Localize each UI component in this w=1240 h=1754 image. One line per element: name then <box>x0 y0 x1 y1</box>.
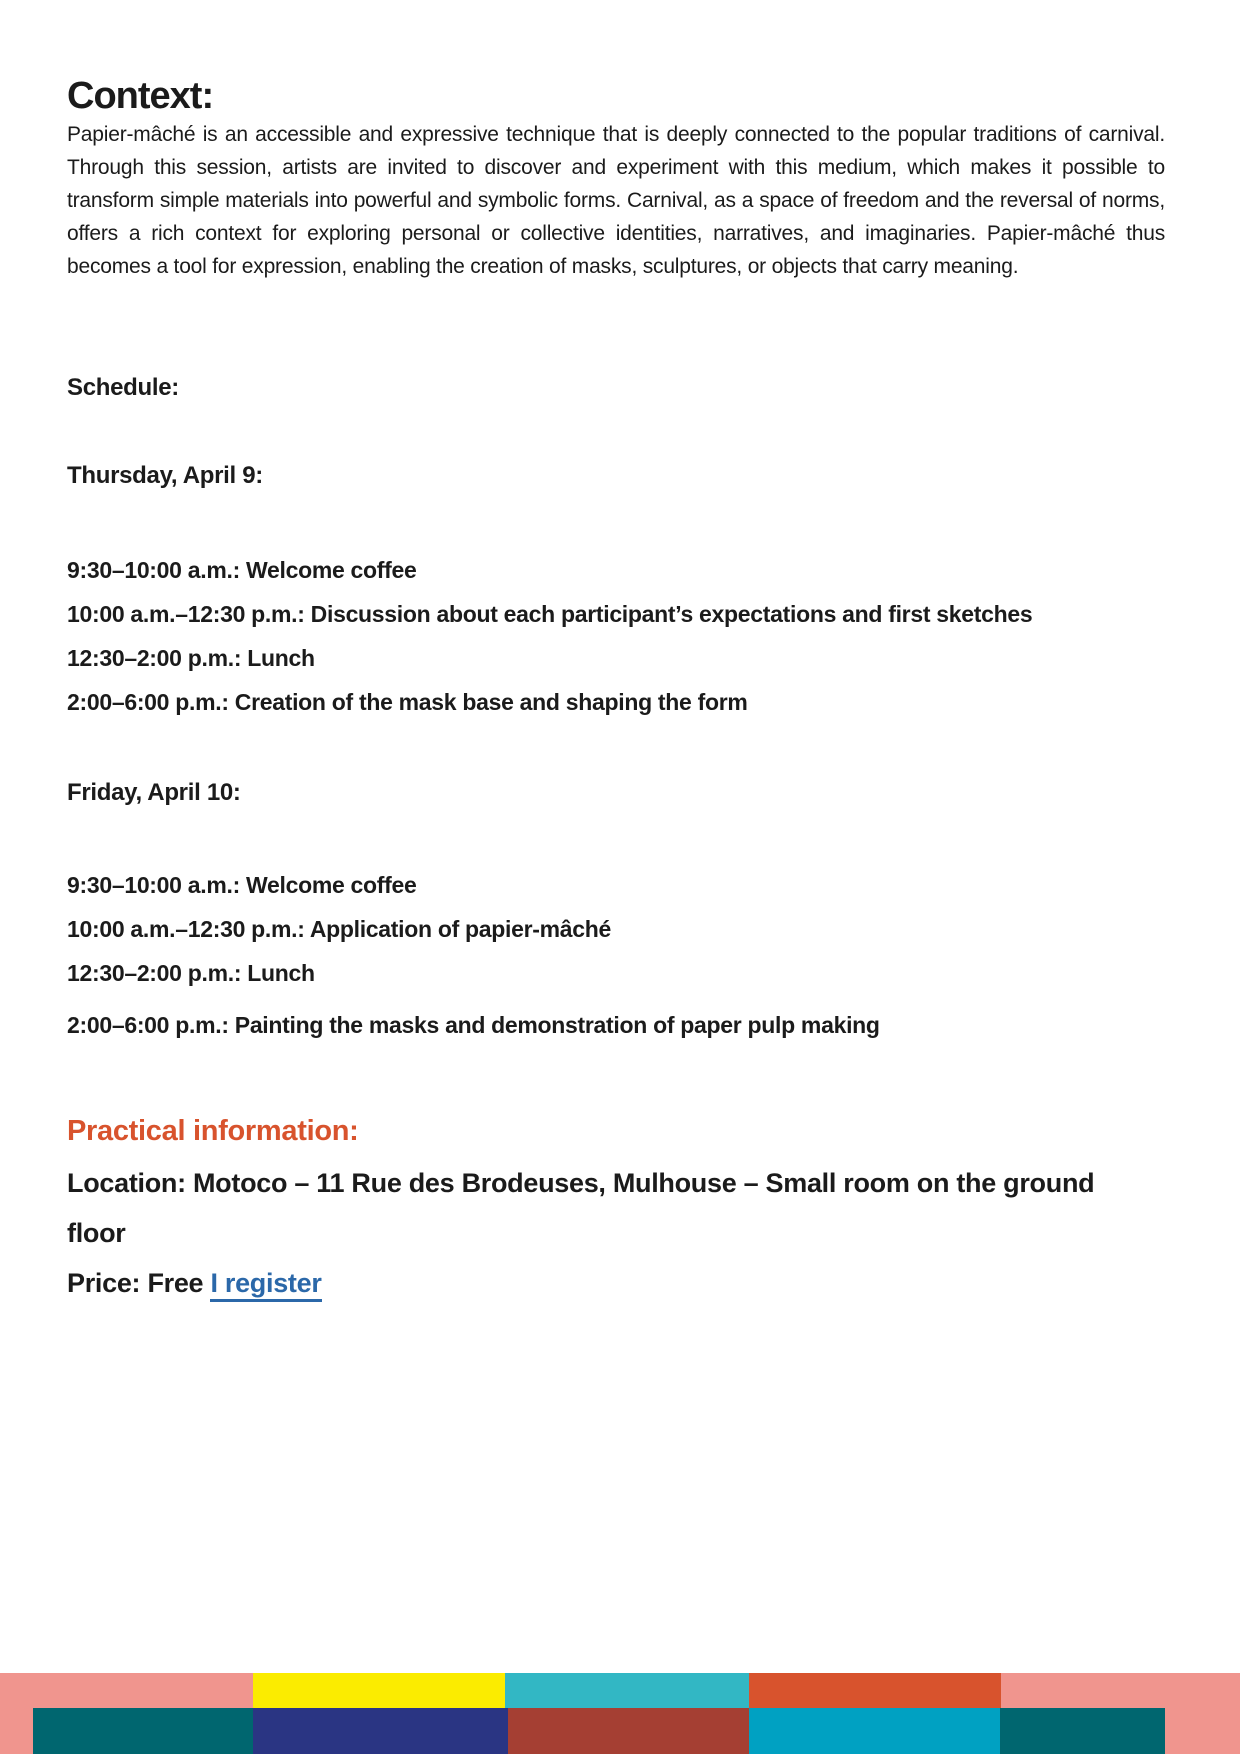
footer-color-block <box>505 1673 749 1708</box>
location-line: Location: Motoco – 11 Rue des Brodeuses, Mulhouse – Small room on the ground <box>67 1168 1095 1198</box>
footer-color-block <box>749 1673 1001 1708</box>
footer-color-block <box>749 1708 1000 1754</box>
footer-color-block <box>253 1673 505 1708</box>
footer-color-block <box>1001 1673 1240 1708</box>
footer-color-block <box>0 1708 33 1754</box>
day-heading-thursday: Thursday, April 9: <box>67 462 263 489</box>
schedule-item: 10:00 a.m.–12:30 p.m.: Discussion about each participant’s expectations and first sketches <box>67 601 1033 627</box>
price-line <box>67 1258 1165 1308</box>
schedule-item: 12:30–2:00 p.m.: Lunch <box>67 645 315 671</box>
schedule-item: 12:30–2:00 p.m.: Lunch <box>67 960 315 986</box>
thursday-schedule-list <box>67 548 1165 724</box>
footer-color-block <box>508 1708 749 1754</box>
price-label: Price: Free <box>67 1268 211 1298</box>
context-paragraph: Papier-mâché is an accessible and expressive technique that is deeply connected to the popular traditions of carnival. Through this session, artists are invited to discover and experiment with this medium, which makes it possible to transform simple materials into powerful and symbolic forms. Carnival, as a space of freedom and the reversal of norms, offers a rich context for exploring personal or collective identities, narratives, and imaginaries. Papier-mâché thus becomes a tool for expression, enabling the creation of masks, sculptures, or objects that carry meaning. <box>67 123 1165 278</box>
footer-color-block <box>253 1708 508 1754</box>
footer-color-block <box>33 1708 253 1754</box>
practical-information-heading: Practical information: <box>67 1115 359 1147</box>
footer-color-bars <box>0 1673 1240 1754</box>
footer-row <box>0 1708 1240 1754</box>
document-content <box>67 76 1165 1308</box>
context-heading: Context: <box>67 75 214 117</box>
footer-color-block <box>1000 1708 1165 1754</box>
practical-information-block <box>67 1158 1165 1308</box>
schedule-item: 2:00–6:00 p.m.: Creation of the mask base and shaping the form <box>67 689 748 715</box>
schedule-heading: Schedule: <box>67 374 179 401</box>
schedule-item: 2:00–6:00 p.m.: Painting the masks and demonstration of paper pulp making <box>67 1012 880 1038</box>
location-line-continued: floor <box>67 1218 126 1248</box>
footer-color-block <box>0 1673 253 1708</box>
footer-color-block <box>1165 1708 1240 1754</box>
register-link[interactable]: I register <box>210 1268 321 1302</box>
schedule-item: 9:30–10:00 a.m.: Welcome coffee <box>67 557 417 583</box>
schedule-item: 9:30–10:00 a.m.: Welcome coffee <box>67 872 417 898</box>
friday-schedule-list <box>67 863 1165 1047</box>
day-heading-friday: Friday, April 10: <box>67 779 241 806</box>
schedule-item: 10:00 a.m.–12:30 p.m.: Application of papier-mâché <box>67 916 611 942</box>
footer-row <box>0 1673 1240 1708</box>
